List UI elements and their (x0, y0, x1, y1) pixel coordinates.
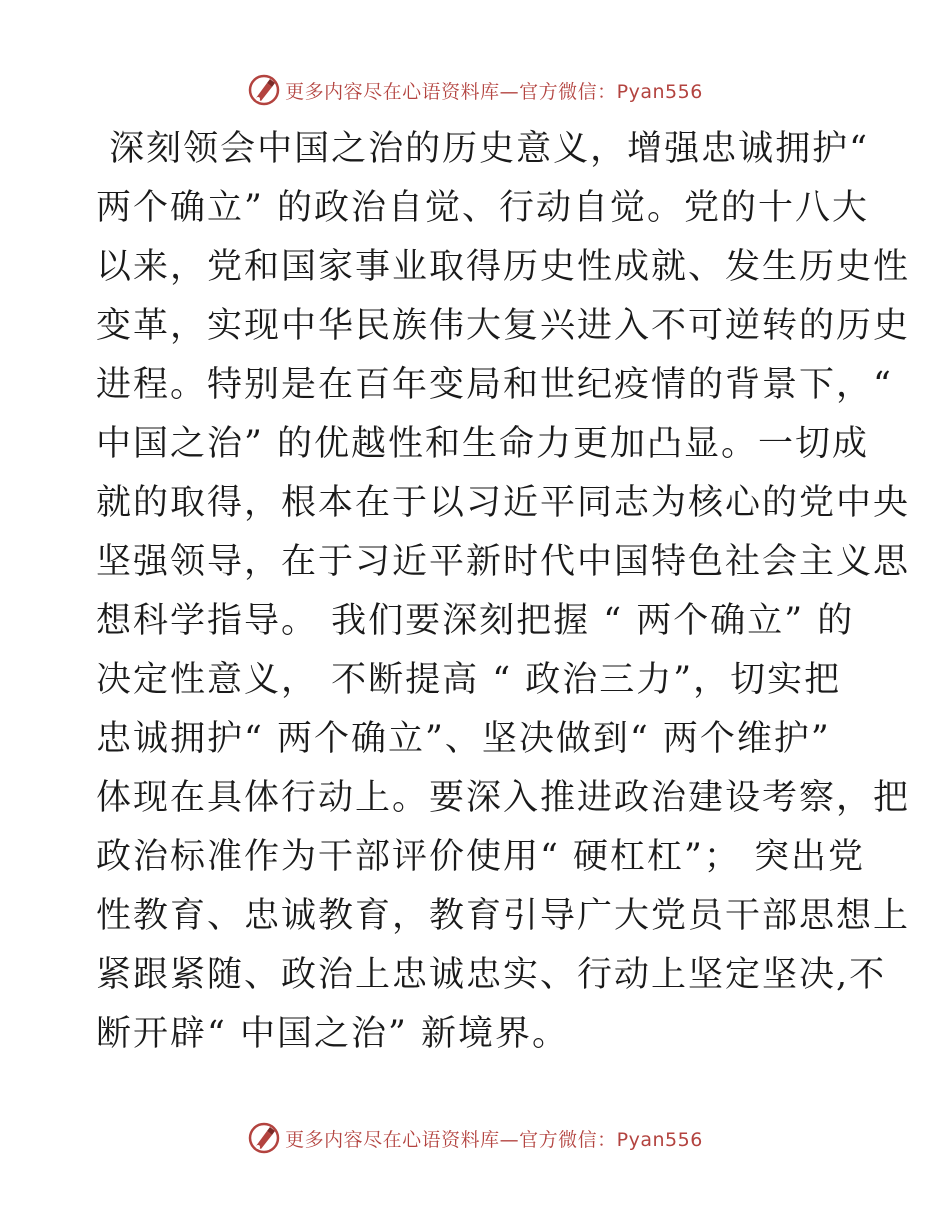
pen-logo-icon (247, 1121, 281, 1155)
body-line: 中国之治” 的优越性和生命力更加凸显。一切成 (96, 424, 870, 464)
body-line: 断开辟“ 中国之治” 新境界。 (96, 1014, 570, 1054)
body-line: 以来，党和国家事业取得历史性成就、发生历史性 (96, 247, 911, 287)
body-line: 决定性意义， 不断提高 “ 政治三力”，切实把 (96, 660, 842, 700)
body-line: 两个确立” 的政治自觉、行动自觉。党的十八大 (96, 188, 870, 228)
body-line: 深刻领会中国之治的历史意义，增强忠诚拥护“ (96, 129, 870, 169)
body-line: 变革，实现中华民族伟大复兴进入不可逆转的历史 (96, 306, 911, 346)
footer-banner (0, 1118, 950, 1158)
body-line: 想科学指导。 我们要深刻把握 “ 两个确立” 的 (96, 601, 855, 641)
body-line: 紧跟紧随、政治上忠诚忠实、行动上坚定坚决,不 (96, 955, 887, 995)
body-line: 坚强领导，在于习近平新时代中国特色社会主义思 (96, 542, 911, 582)
document-body (96, 120, 911, 1064)
body-line: 体现在具体行动上。要深入推进政治建设考察，把 (96, 778, 911, 818)
body-line: 政治标准作为干部评价使用“ 硬杠杠”； 突出党 (96, 837, 866, 877)
pen-logo-icon (247, 73, 281, 107)
footer-banner-text: 更多内容尽在心语资料库—官方微信：Pyan556 (285, 1128, 703, 1151)
header-banner-text: 更多内容尽在心语资料库—官方微信：Pyan556 (285, 80, 703, 103)
body-line: 性教育、忠诚教育，教育引导广大党员干部思想上 (96, 896, 911, 936)
header-banner (0, 70, 950, 110)
body-line: 进程。特别是在百年变局和世纪疫情的背景下，“ (96, 365, 893, 405)
body-line: 就的取得，根本在于以习近平同志为核心的党中央 (96, 483, 911, 523)
body-line: 忠诚拥护“ 两个确立”、坚决做到“ 两个维护” (96, 719, 831, 759)
